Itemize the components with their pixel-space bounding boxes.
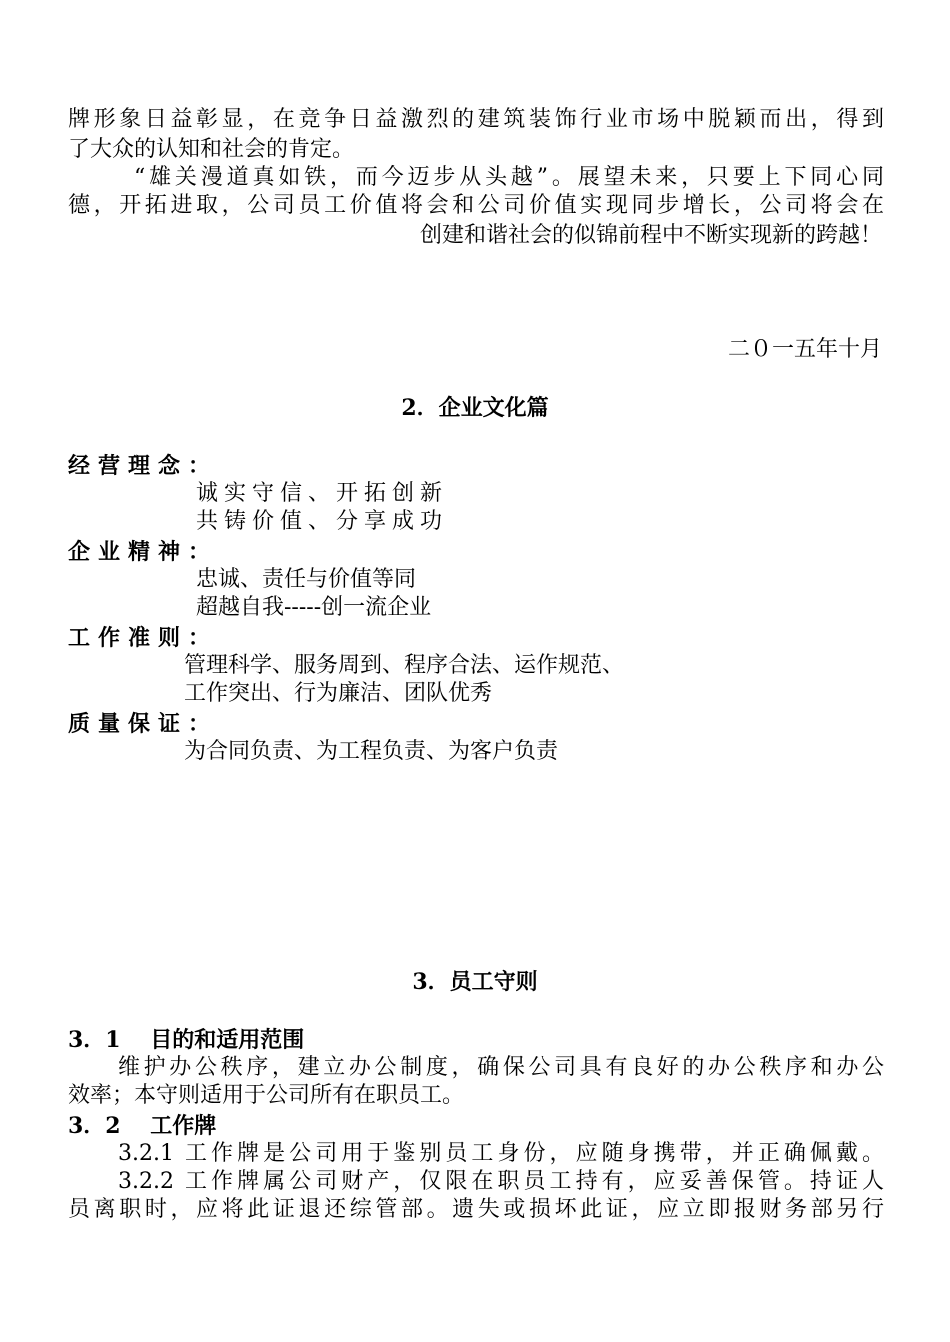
intro-paragraph-line: 牌形象日益彰显，在竞争日益激烈的建筑装饰行业市场中脱颖而出，得到 xyxy=(68,107,884,132)
rules-paragraph-line: 3.2.1 工作牌是公司用于鉴别员工身份，应随身携带，并正确佩戴。 xyxy=(118,1141,884,1166)
culture-item: 共铸价值、分享成功 xyxy=(196,509,449,534)
section-heading-culture: 2．企业文化篇 xyxy=(401,395,549,421)
vision-paragraph-line: “雄关漫道真如铁，而今迈步从头越”。展望未来，只要上下同心同 xyxy=(134,165,884,190)
section-heading-employee-rules: 3．员工守则 xyxy=(412,969,538,995)
culture-label-business-philosophy: 经营理念： xyxy=(68,453,219,479)
rules-paragraph-line: 3.2.2 工作牌属公司财产，仅限在职员工持有，应妥善保管。持证人 xyxy=(118,1169,884,1194)
rules-paragraph-line: 效率；本守则适用于公司所有在职员工。 xyxy=(68,1083,465,1108)
culture-label-quality-assurance: 质量保证： xyxy=(68,711,219,737)
culture-item: 为合同负责、为工程负责、为客户负责 xyxy=(184,739,559,764)
culture-item: 诚实守信、开拓创新 xyxy=(196,481,449,506)
vision-paragraph-line: 德，开拓进取，公司员工价值将会和公司价值实现同步增长，公司将会在 xyxy=(68,193,884,218)
rules-paragraph-line: 维护办公秩序，建立办公制度，确保公司具有良好的办公秩序和办公 xyxy=(118,1055,884,1080)
intro-paragraph-line: 了大众的认知和社会的肯定。 xyxy=(68,137,355,162)
subsection-title-purpose: 3．1 目的和适用范围 xyxy=(68,1027,305,1053)
subsection-title-work-badge: 3．2 工作牌 xyxy=(68,1113,217,1139)
culture-item: 工作突出、行为廉洁、团队优秀 xyxy=(184,681,493,706)
rules-paragraph-line: 员离职时，应将此证退还综管部。遗失或损坏此证，应立即报财务部另行 xyxy=(68,1197,884,1222)
culture-item: 忠诚、责任与价值等同 xyxy=(196,567,417,592)
culture-item: 超越自我-----创一流企业 xyxy=(196,595,432,620)
document-date: 二０一五年十月 xyxy=(727,337,882,362)
culture-item: 管理科学、服务周到、程序合法、运作规范、 xyxy=(184,653,625,678)
culture-label-enterprise-spirit: 企业精神： xyxy=(68,539,219,565)
vision-paragraph-line: 创建和谐社会的似锦前程中不断实现新的跨越！ xyxy=(419,223,882,248)
culture-label-work-principles: 工作准则： xyxy=(68,625,219,651)
